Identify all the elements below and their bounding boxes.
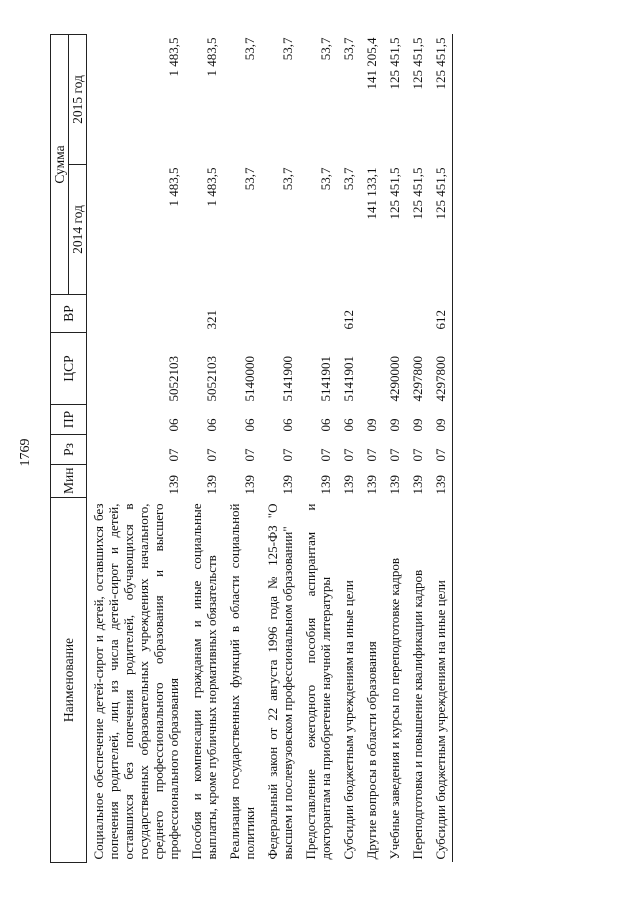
table-header <box>51 34 87 862</box>
row-min: 139 <box>341 475 356 495</box>
row-rz: 07 <box>429 435 453 465</box>
table-row <box>360 34 383 862</box>
row-min: 139 <box>166 475 181 495</box>
row-name: Социальное обеспечение детей-сирот и детей, оставшихся без попечения родителей, лиц из числа детей-сирот и детей, оставшихся без попечения родителей, обучающихся в государственных образовательных учреждениях начального, среднего профессионального образования и высшего профессионального образования <box>91 503 181 860</box>
row-vr: 612 <box>429 295 453 333</box>
row-min: 139 <box>410 475 425 495</box>
row-csr: 4297800 <box>429 333 453 405</box>
page-number: 1769 <box>18 438 33 467</box>
table-row <box>299 34 337 862</box>
header-min: Мин <box>51 465 87 498</box>
row-2014: 53,7 <box>318 167 333 191</box>
row-vr <box>299 295 337 333</box>
row-csr: 4290000 <box>387 356 402 402</box>
row-pr: 09 <box>429 405 453 435</box>
header-pr: ПР <box>51 405 87 435</box>
header-name: Наименование <box>51 498 87 863</box>
row-2014: 125 451,5 <box>387 167 402 220</box>
row-pr: 06 <box>242 418 257 432</box>
row-2015: 53,7 <box>341 37 356 61</box>
row-vr <box>261 295 299 333</box>
row-pr: 09 <box>410 418 425 432</box>
budget-table <box>50 34 453 863</box>
row-name: Субсидии бюджетным учреждениям на иные цели <box>341 580 356 860</box>
row-2014: 141 133,1 <box>364 167 379 220</box>
row-min: 139 <box>364 475 379 495</box>
row-vr <box>406 295 429 333</box>
row-pr: 09 <box>364 418 379 432</box>
row-name: Реализация государственных функций в области социальной политики <box>227 503 257 860</box>
row-pr: 09 <box>387 418 402 432</box>
row-2014: 53,7 <box>341 167 356 191</box>
table-body <box>87 34 453 862</box>
row-vr: 321 <box>204 310 219 330</box>
row-2015: 125 451,5 <box>429 34 453 164</box>
header-2015: 2015 год <box>69 34 87 164</box>
row-2015: 141 205,4 <box>364 37 379 90</box>
row-2015: 125 451,5 <box>387 37 402 90</box>
row-name: Предоставление ежегодного пособия аспирантам и докторантам на приобретение научной литературы <box>303 503 333 860</box>
row-rz: 07 <box>341 448 356 462</box>
row-rz: 07 <box>204 448 219 462</box>
row-2014: 53,7 <box>242 167 257 191</box>
row-rz: 07 <box>410 448 425 462</box>
row-pr: 06 <box>280 418 295 432</box>
table-row <box>383 34 406 862</box>
row-min: 139 <box>429 465 453 498</box>
row-name: Федеральный закон от 22 августа 1996 года № 125-ФЗ "О высшем и послевузовском профессиональном образовании" <box>265 503 295 860</box>
row-vr <box>87 295 186 333</box>
row-2014: 1 483,5 <box>166 167 181 207</box>
row-2014: 125 451,5 <box>429 165 453 295</box>
header-2014: 2014 год <box>69 165 87 295</box>
row-2015: 1 483,5 <box>166 37 181 77</box>
row-csr: 5141901 <box>318 356 333 402</box>
header-rz: Рз <box>51 435 87 465</box>
row-min: 139 <box>204 475 219 495</box>
row-2014: 1 483,5 <box>204 167 219 207</box>
row-csr: 5141901 <box>341 356 356 402</box>
row-vr <box>360 295 383 333</box>
table-row <box>261 34 299 862</box>
row-2014: 53,7 <box>280 167 295 191</box>
row-2015: 53,7 <box>318 37 333 61</box>
row-pr: 06 <box>341 418 356 432</box>
header-csr: ЦСР <box>51 333 87 405</box>
row-name: Переподготовка и повышение квалификации кадров <box>410 569 425 860</box>
row-rz: 07 <box>318 448 333 462</box>
row-vr <box>223 295 261 333</box>
row-csr: 5140000 <box>242 356 257 402</box>
header-vr: ВР <box>51 295 87 333</box>
row-csr: 4297800 <box>410 356 425 402</box>
table-row <box>223 34 261 862</box>
row-min: 139 <box>387 475 402 495</box>
row-2015: 125 451,5 <box>410 37 425 90</box>
row-2015: 1 483,5 <box>204 37 219 77</box>
row-rz: 07 <box>364 448 379 462</box>
table-row <box>185 34 223 862</box>
row-vr: 612 <box>341 310 356 330</box>
row-csr: 5052103 <box>166 356 181 402</box>
row-name: Учебные заведения и курсы по переподготовке кадров <box>387 557 402 860</box>
row-csr: 5141900 <box>280 356 295 402</box>
row-min: 139 <box>280 475 295 495</box>
row-2015: 53,7 <box>242 37 257 61</box>
row-2015: 53,7 <box>280 37 295 61</box>
row-name: Субсидии бюджетным учреждениям на иные цели <box>429 498 453 863</box>
row-csr: 5052103 <box>204 356 219 402</box>
table-row <box>429 34 453 862</box>
row-min: 139 <box>318 475 333 495</box>
row-pr: 06 <box>166 418 181 432</box>
row-name: Пособия и компенсации гражданам и иные социальные выплаты, кроме публичных нормативных обязательств <box>189 503 219 860</box>
table-row <box>87 34 186 862</box>
header-sum: Сумма <box>51 34 69 294</box>
row-pr: 06 <box>204 418 219 432</box>
row-2014: 125 451,5 <box>410 167 425 220</box>
row-rz: 07 <box>166 448 181 462</box>
row-csr <box>360 333 383 405</box>
row-vr <box>383 295 406 333</box>
row-name: Другие вопросы в области образования <box>364 641 379 860</box>
row-rz: 07 <box>242 448 257 462</box>
table-row <box>337 34 360 862</box>
row-rz: 07 <box>280 448 295 462</box>
row-pr: 06 <box>318 418 333 432</box>
table-row <box>406 34 429 862</box>
row-min: 139 <box>242 475 257 495</box>
row-rz: 07 <box>387 448 402 462</box>
